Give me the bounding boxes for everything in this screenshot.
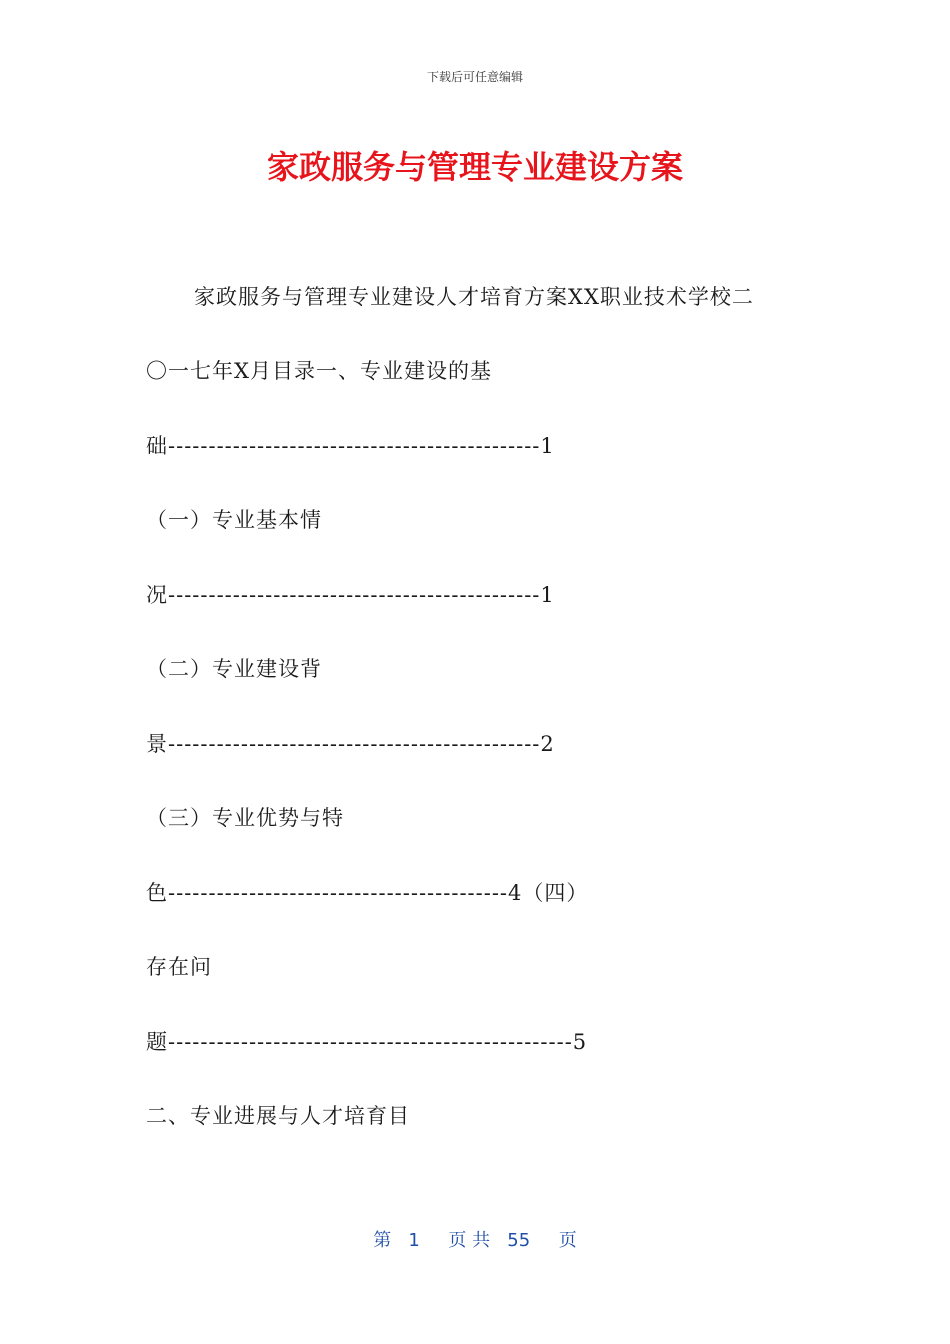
toc-entry-line: （一）专业基本情 xyxy=(146,508,322,532)
toc-entry-line: 况----------------------------------------------1 xyxy=(146,583,555,607)
toc-entry-line: 础----------------------------------------------1 xyxy=(146,434,555,458)
header-note: 下载后可任意编辑 xyxy=(426,70,523,84)
toc-entry-line: （二）专业建设背 xyxy=(146,657,322,681)
body-line-1: 家政服务与管理专业建设人才培育方案XX职业技术学校二 xyxy=(194,285,754,309)
toc-entry-line: 题--------------------------------------------------5 xyxy=(146,1030,588,1054)
toc-entry-line: （三）专业优势与特 xyxy=(146,806,344,830)
toc-entry-line: 存在问 xyxy=(146,955,212,979)
body-line-2: 〇一七年X月目录一、专业建设的基 xyxy=(146,359,492,383)
toc-entry-line: 二、专业进展与人才培育目 xyxy=(146,1104,410,1128)
document-title: 家政服务与管理专业建设方案 xyxy=(266,148,683,186)
toc-entry-line: 色------------------------------------------4（四） xyxy=(146,881,589,905)
toc-entry-line: 景----------------------------------------------2 xyxy=(146,732,555,756)
page-footer: 第 1 页 共 55 页 xyxy=(373,1230,577,1251)
